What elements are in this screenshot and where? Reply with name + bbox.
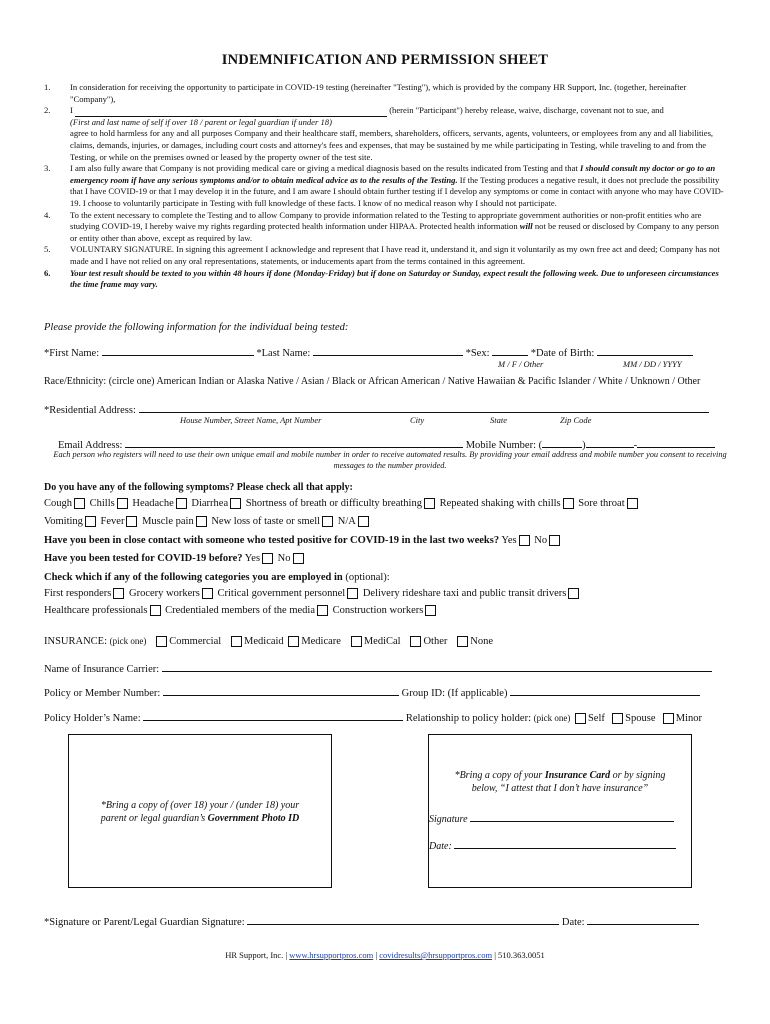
media-checkbox[interactable] [317,605,328,616]
term-4: 4. To the extent necessary to complete the Testing and to allow Company to provide information related to the Testing to appropriate government authorities or non-profit entities who are studying COVID-19, I hereby waive my rights regarding protected health information under HIPAA. Protected health information will not be reused or disclosed by Company to any person or entity other than above, except as required by law. [44,209,719,243]
employment-row-2: Healthcare professionals Credentialed members of the media Construction workers [44,605,438,616]
attest-date-field[interactable] [454,837,676,849]
na-checkbox[interactable] [358,516,369,527]
photo-id-box[interactable] [68,734,332,888]
cough-checkbox[interactable] [74,498,85,509]
grocery-workers-checkbox[interactable] [202,588,213,599]
policy-row: Policy or Member Number: Group ID: (If applicable) [44,684,700,699]
employment-question: Check which if any of the following categories you are employed in (optional): [44,572,390,583]
page-title: INDEMNIFICATION AND PERMISSION SHEET [221,52,549,68]
website-link[interactable]: www.hrsupportpros.com [289,950,374,960]
other-checkbox[interactable] [410,636,421,647]
vomiting-checkbox[interactable] [85,516,96,527]
term-number: 2. [44,105,51,116]
term-2: 2. I (herein "Participant") hereby release, waive, discharge, covenant not to sue, and (First and last name of self if over 18 / parent or legal guardian if under 18) agree to hold harmless for any and all purposes Company and their healthcare staff, members, shareholders, officers, servants, agents, volunteers, or employees from any and all liabilities, claims, demands, injuries, or damages, including court costs and attorney's fees and expenses, that may be sustained by me while participating in Testing, while traveling to and from the Testing, or while on the premises owned or leased by the property owner of the test site. [44,105,714,162]
tested-question-row: Have you been tested for COVID-19 before? Yes No [44,553,306,564]
footer: HR Support, Inc. | www.hrsupportpros.com | covidresults@hrsupportpros.com | 510.363.0051 [225,950,545,960]
insurance-card-caption: *Bring a copy of your Insurance Card or by signing below, “I attest that I don’t have insurance” [454,770,666,794]
sore-throat-checkbox[interactable] [627,498,638,509]
mobile-prefix-field[interactable] [586,436,634,448]
email-row: Email Address: Mobile Number: ( ) - [58,436,715,451]
muscle-pain-checkbox[interactable] [196,516,207,527]
repeated-shaking-checkbox[interactable] [563,498,574,509]
construction-workers-checkbox[interactable] [425,605,436,616]
last-name-field[interactable] [313,344,463,356]
government-personnel-checkbox[interactable] [347,588,358,599]
race-ethnicity: Race/Ethnicity: (circle one) American Indian or Alaska Native / Asian / Black or African American / Native Hawaiian & Pacific Islander / White / Unknown / Other [44,376,701,387]
fever-checkbox[interactable] [126,516,137,527]
group-id-field[interactable] [510,684,700,696]
holder-row: Policy Holder’s Name: Relationship to policy holder: (pick one) Self Spouse Minor [44,709,702,724]
address-hint-zip: Zip Code [560,415,592,425]
carrier-field[interactable] [162,660,712,672]
mobile-area-code-field[interactable] [542,436,582,448]
address-field[interactable] [139,401,709,413]
terms-list [44,82,724,291]
tested-yes-checkbox[interactable] [262,553,273,564]
address-hint-city: City [410,415,425,425]
contact-yes-checkbox[interactable] [519,535,530,546]
shortness-of-breath-checkbox[interactable] [424,498,435,509]
drivers-checkbox[interactable] [568,588,579,599]
insurance-row: INSURANCE: (pick one) Commercial Medicaid Medicare MediCal Other None [44,636,494,647]
self-checkbox[interactable] [575,713,586,724]
chills-checkbox[interactable] [117,498,128,509]
address-hint-street: House Number, Street Name, Apt Number [180,415,322,425]
sex-hint: M / F / Other [498,359,544,369]
attest-signature-field[interactable] [470,810,674,822]
signature-date-field[interactable] [587,913,699,925]
tested-no-checkbox[interactable] [293,553,304,564]
minor-checkbox[interactable] [663,713,674,724]
address-row: *Residential Address: [44,401,709,416]
none-checkbox[interactable] [457,636,468,647]
diarrhea-checkbox[interactable] [230,498,241,509]
term-3: 3. I am also fully aware that Company is not providing medical care or giving a medical diagnosis based on the results indicated from Testing and that I should consult my doctor or go to an emergency room if have any serious symptoms and/or to obtain medical advice as to the results of the Testing. If the Testing produces a negative result, it does not preclude the possibility that I have COVID-19 or that I may develop it in the future, and I am aware I should obtain further testing if I develop any symptoms or come in contact with anyone who may have COVID-19. I choose to voluntarily participate in Testing with full knowledge of these facts. I know of no medical reason why I should not participate. [44,163,724,208]
intro-text: Please provide the following information for the individual being tested: [44,322,349,333]
symptoms-question: Do you have any of the following symptoms? Please check all that apply: [44,482,353,493]
first-responders-checkbox[interactable] [113,588,124,599]
medical-checkbox[interactable] [351,636,362,647]
policy-number-field[interactable] [163,684,399,696]
email-link[interactable]: covidresults@hrsupportpros.com [379,950,493,960]
carrier-row: Name of Insurance Carrier: [44,660,712,675]
address-hint-state: State [490,415,507,425]
name-row: *First Name: *Last Name: *Sex: *Date of Birth: [44,344,693,359]
medicaid-checkbox[interactable] [231,636,242,647]
term-6: 6. Your test result should be texted to you within 48 hours if done (Monday-Friday) but if done on Saturday or Sunday, expect result the following week. Due to unforeseen circumstances the time frame may vary. [44,267,719,290]
symptoms-row-1: Cough Chills Headache Diarrhea Shortness of breath or difficulty breathing Repeated shaking with chills Sore throat [44,498,640,509]
attest-signature-row: Signature [429,810,674,825]
contact-no-checkbox[interactable] [549,535,560,546]
participant-name-field[interactable] [75,106,387,117]
symptoms-row-2: Vomiting Fever Muscle pain New loss of taste or smell N/A [44,516,371,527]
insurance-card-box[interactable] [428,734,692,888]
dob-hint: MM / DD / YYYY [623,359,682,369]
commercial-checkbox[interactable] [156,636,167,647]
term-number: 1. [44,82,51,92]
participant-name-hint: (First and last name of self if over 18 / parent or legal guardian if under 18) [70,116,332,127]
email-field[interactable] [125,436,463,448]
signature-field[interactable] [247,913,559,925]
loss-of-taste-checkbox[interactable] [322,516,333,527]
medicare-checkbox[interactable] [288,636,299,647]
healthcare-professionals-checkbox[interactable] [150,605,161,616]
term-5: 5. VOLUNTARY SIGNATURE. In signing this agreement I acknowledge and represent that I have read it, understand it, and sign it voluntarily as my own free act and deed; Company has not made and I have not relied on any oral representations, statements, or inducements apart from the terms contained in this agreement. [44,244,720,266]
holder-name-field[interactable] [143,709,403,721]
signature-row: *Signature or Parent/Legal Guardian Signature: Date: [44,913,699,928]
email-note: Each person who registers will need to use their own unique email and mobile number in order to receive automated results. By providing your email address and mobile number you consent to receiving messages to the number provided. [53,450,727,470]
first-name-field[interactable] [102,344,254,356]
photo-id-caption: *Bring a copy of (over 18) your / (under 18) your parent or legal guardian’s Government Photo ID [100,800,300,824]
employment-row-1: First responders Grocery workers Critical government personnel Delivery rideshare taxi and public transit drivers [44,588,581,599]
mobile-line-field[interactable] [637,436,715,448]
headache-checkbox[interactable] [176,498,187,509]
sex-field[interactable] [492,344,528,356]
term-1 [44,82,724,105]
spouse-checkbox[interactable] [612,713,623,724]
term-text: In consideration for receiving the opportunity to participate in COVID-19 testing (hereinafter "Testing"), which is provided by the company HR Support, Inc. (together, hereinafter "Company"), [70,82,687,104]
dob-field[interactable] [597,344,693,356]
attest-date-row: Date: [429,837,676,852]
contact-question-row: Have you been in close contact with someone who tested positive for COVID-19 in the last two weeks? Yes No [44,535,562,546]
